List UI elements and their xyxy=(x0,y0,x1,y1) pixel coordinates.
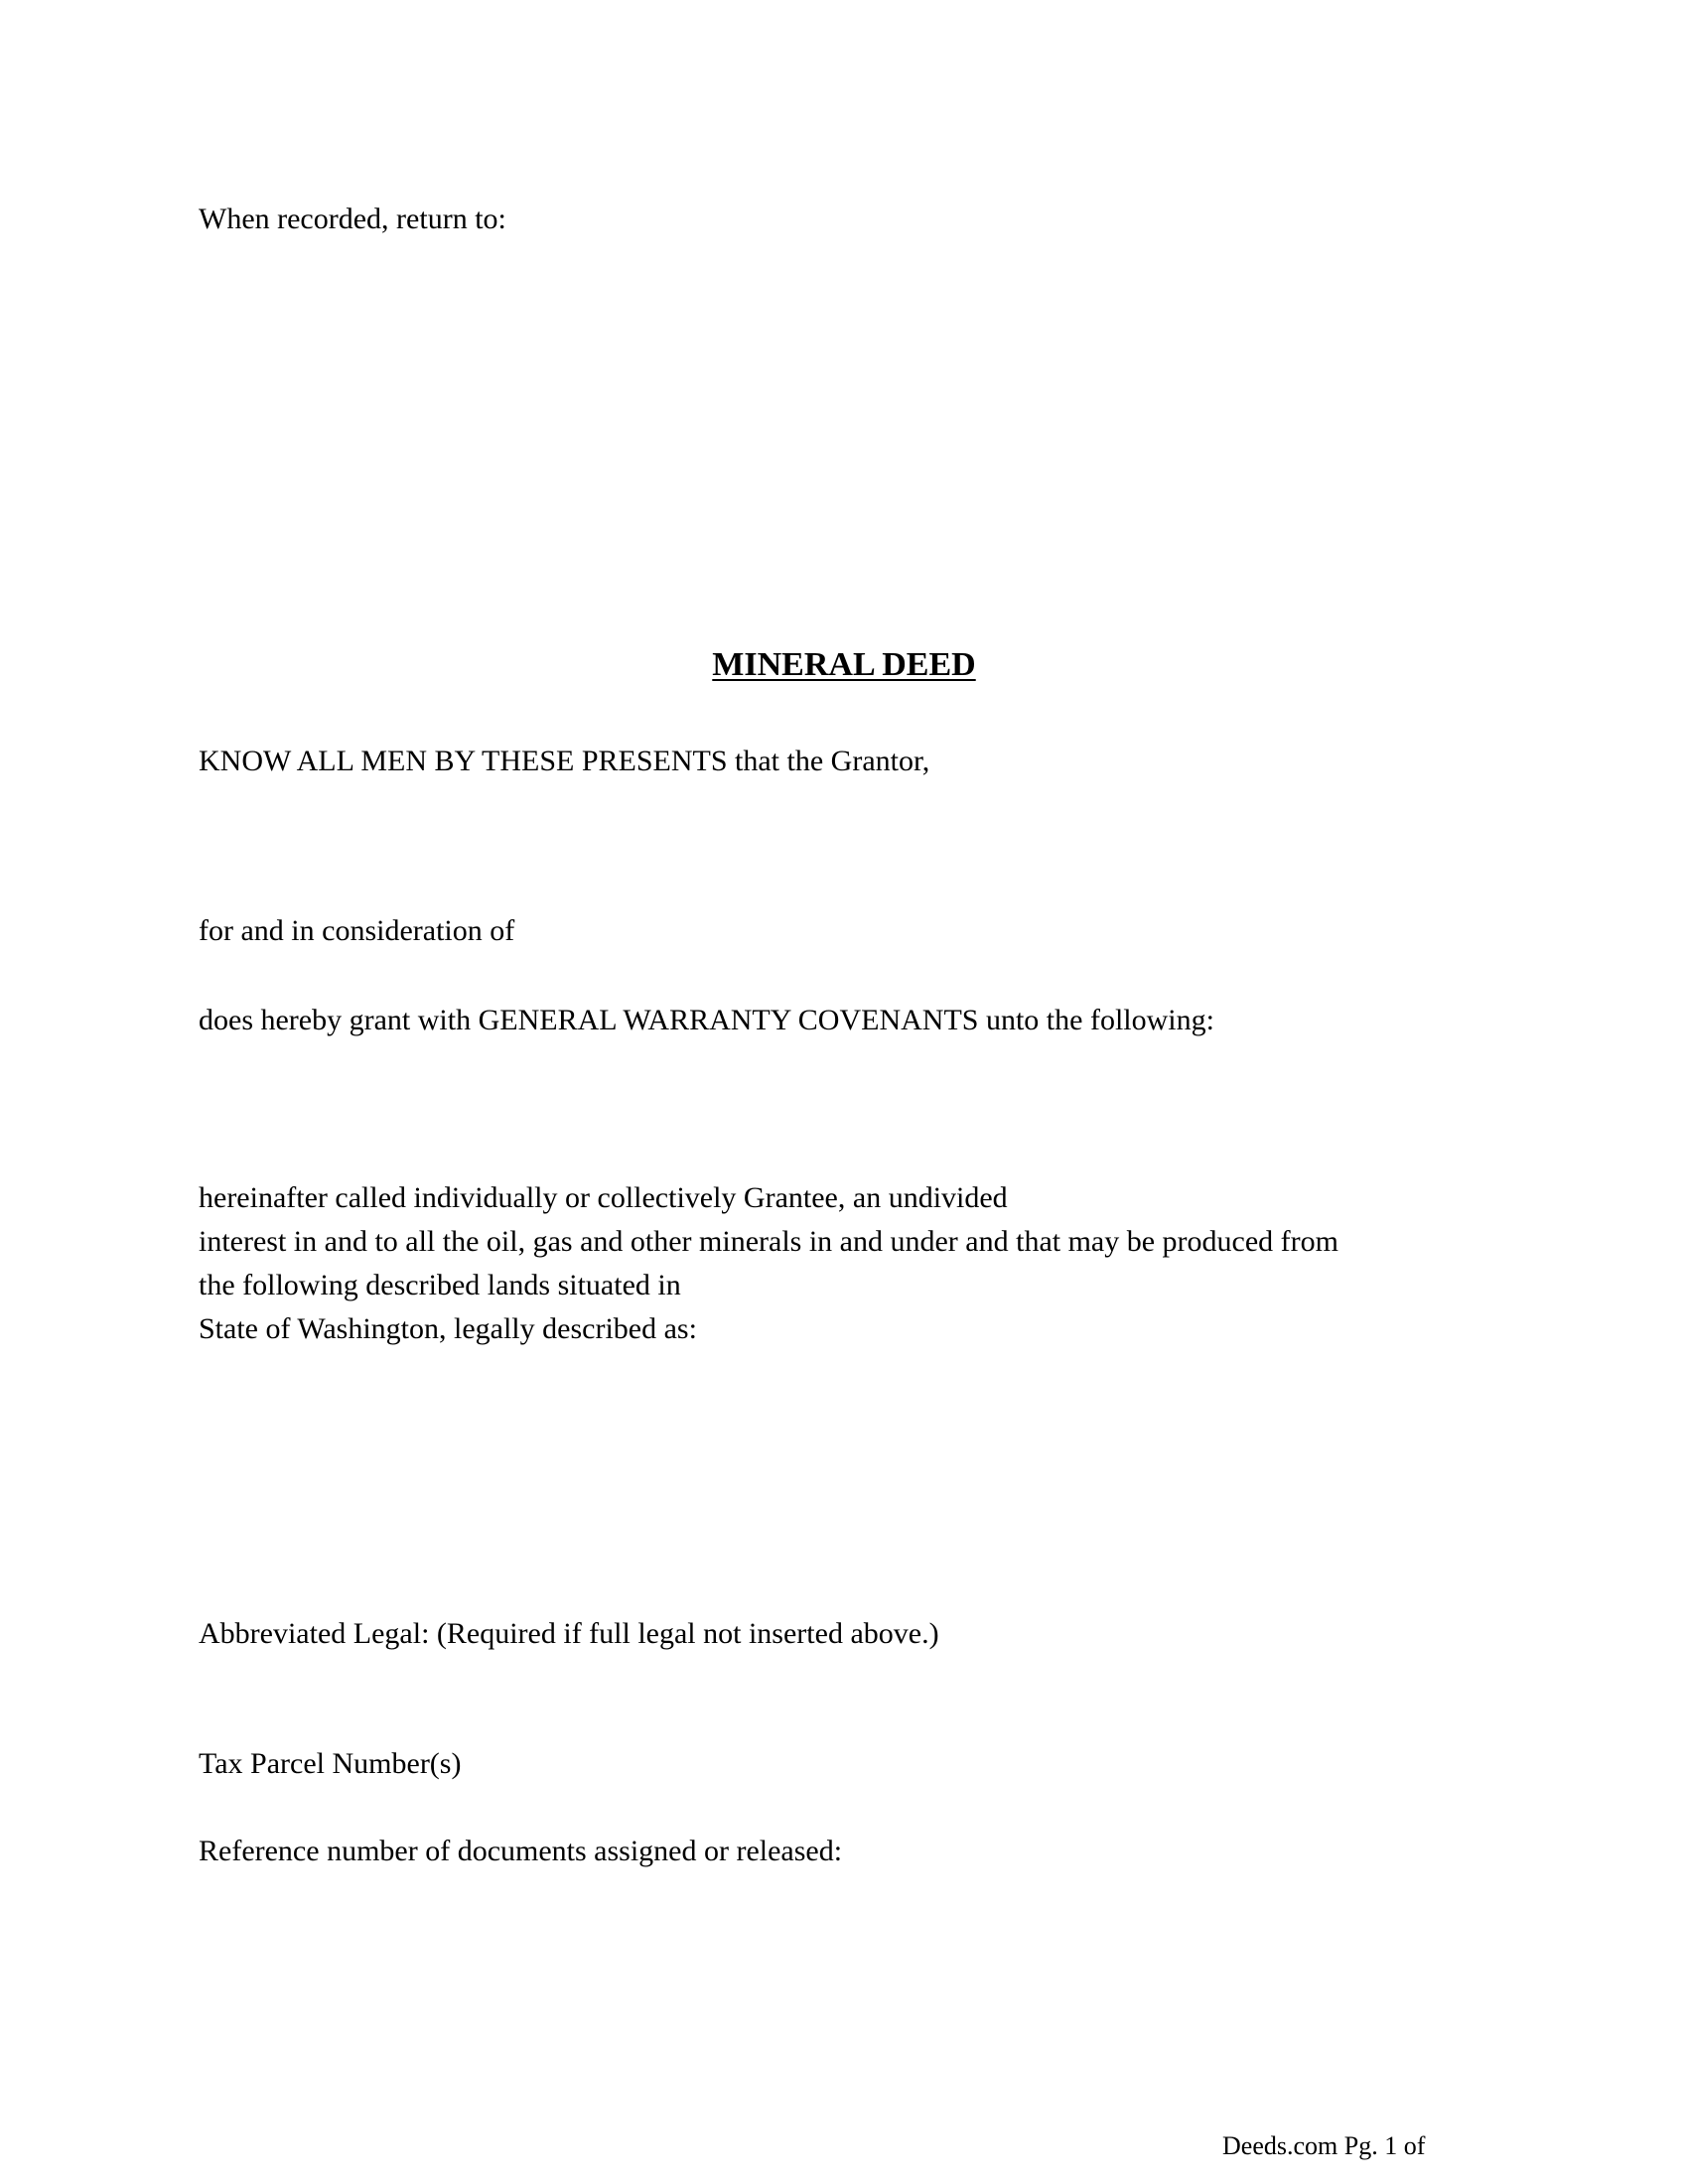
reference-number-label: Reference number of documents assigned or released: xyxy=(199,1835,843,1867)
page-title xyxy=(0,643,1688,687)
tax-parcel-label: Tax Parcel Number(s) xyxy=(199,1747,462,1780)
title-text: MINERAL DEED xyxy=(712,646,976,683)
hereinafter-line-2: interest in and to all the oil, gas and other minerals in and under and that may be produced from xyxy=(199,1225,1338,1258)
grant-clause: does hereby grant with GENERAL WARRANTY COVENANTS unto the following: xyxy=(199,1004,1214,1036)
abbreviated-legal-label: Abbreviated Legal: (Required if full legal not inserted above.) xyxy=(199,1617,939,1650)
hereinafter-line-3: the following described lands situated in xyxy=(199,1269,681,1301)
hereinafter-line-1: hereinafter called individually or collectively Grantee, an undivided xyxy=(199,1181,1008,1214)
hereinafter-line-4: State of Washington, legally described as: xyxy=(199,1312,697,1345)
page-footer: Deeds.com Pg. 1 of xyxy=(1222,2131,1426,2160)
return-to-label: When recorded, return to: xyxy=(199,203,506,235)
know-all-men-clause: KNOW ALL MEN BY THESE PRESENTS that the Grantor, xyxy=(199,745,930,777)
consideration-clause: for and in consideration of xyxy=(199,914,515,947)
